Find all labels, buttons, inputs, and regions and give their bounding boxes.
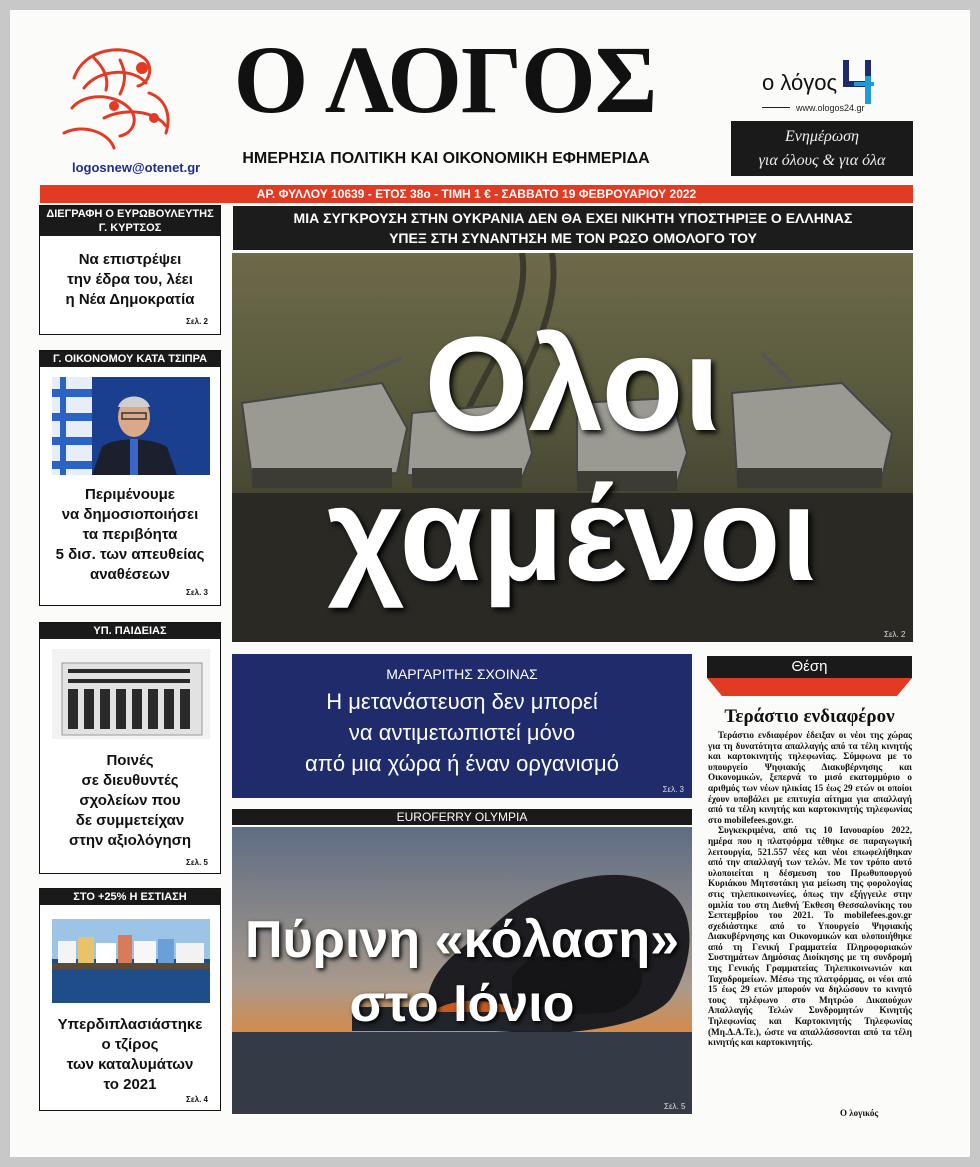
sidebar-kicker: ΥΠ. ΠΑΙΔΕΙΑΣ — [40, 623, 220, 639]
logos24-four-logo — [840, 56, 878, 106]
page-reference: Σελ. 2 — [884, 630, 906, 639]
page-reference: Σελ. 5 — [664, 1102, 686, 1111]
sidebar-line: Υπερδιπλασιάστηκε — [57, 1016, 203, 1033]
ministry-building-photo — [52, 649, 210, 739]
page-reference: Σελ. 2 — [186, 317, 208, 326]
ferry-headline-line-2: στο Ιόνιο — [349, 975, 575, 1033]
sidebar-story-tourism[interactable] — [39, 888, 221, 1111]
politician-photo — [52, 377, 210, 475]
ferry-kicker: EUROFERRY OLYMPIA — [232, 809, 692, 825]
sidebar-kicker: Γ. ΟΙΚΟΝΟΜΟΥ ΚΑΤΑ ΤΣΙΠΡΑ — [40, 351, 220, 367]
logos24-url: www.ologos24.gr — [796, 103, 865, 113]
lead-headline-line-2: χαμένοι — [327, 460, 818, 609]
ferry-headline — [232, 908, 692, 1036]
sidebar-line: δε συμμετείχαν — [75, 812, 185, 829]
sidebar-line: αναθέσεων — [89, 566, 171, 583]
sidebar-line: την έδρα του, λέει — [67, 271, 193, 288]
lead-headline — [232, 310, 913, 610]
logos24-underline — [762, 107, 790, 108]
column-paragraph: Τεράστιο ενδιαφέρον έδειξαν οι νέοι της χώρας για τη δυνατότητα απαλλαγής από τα τέλη κινητής και καρτοκινητής τηλεφωνίας. Σύμφωνα με το υπουργείο Ψηφιακής Διακυβέρνησης και Οικονομικών, ξεπερνά το μισό εκατομμύριο ο αριθμός των νέων ηλικίας 15 έως 29 ετών οι οποίοι έχουν υποβάλει με επιτυχία αίτημα για απαλλαγή από τα τέλη κινητής και καρτοκινητής τηλεφωνίας στο mobilefees.gov.gr. — [708, 730, 912, 825]
sidebar-story-oikonomou[interactable] — [39, 350, 221, 606]
lead-kicker-line-1: ΜΙΑ ΣΥΓΚΡΟΥΣΗ ΣΤΗΝ ΟΥΚΡΑΝΙΑ ΔΕΝ ΘΑ ΕΧΕΙ ΝΙΚΗΤΗ ΥΠΟΣΤΗΡΙΞΕ Ο ΕΛΛΗΝΑΣ — [293, 210, 853, 226]
column-red-banner — [707, 678, 912, 696]
column-section-header: Θέση — [707, 656, 912, 678]
column-title: Τεράστιο ενδιαφέρον — [724, 706, 895, 727]
sidebar-line: στην αξιολόγηση — [68, 832, 192, 849]
lead-kicker-line-2: ΥΠΕΞ ΣΤΗ ΣΥΝΑΝΤΗΣΗ ΜΕ ΤΟΝ ΡΩΣΟ ΟΜΟΛΟΓΟ ΤΟΥ — [389, 230, 757, 246]
island-town-photo — [52, 919, 210, 1003]
column-paragraph: Συγκεκριμένα, από τις 10 Ιανουαρίου 2022, ημέρα που η πλατφόρμα τέθηκε σε παραγωγική λειτουργία, 521.557 νέες και νέοι επωφελήθηκαν από την απαλλαγή των τελών. Με τον τρόπο αυτό υλοποιείται η δέσμευση του Πρωθυπουργού Κυριάκου Μητσοτάκη για μείωση της φορολογίας στις τηλεπικοινωνίες, όπως την εξήγγειλε στην ομιλία του στη Διεθνή Έκθεση Θεσσαλονίκης του Σεπτεμβρίου του 2021. Το mobilefees.gov.gr σχεδιάστηκε από το Υπουργείο Ψηφιακής Διακυβέρνησης και Οικονομικών και υλοποιήθηκε από τη Γενική Γραμματεία Πληροφοριακών Συστημάτων Δημόσιας Διοίκησης με τη συνδρομή της Γενικής Γραμματείας Τηλεπικοινωνιών και Ταχυδρομείων. Μέσω της πλατφόρμας, οι νέοι από 15 έως 29 ετών μπορούν να δηλώσουν το κινητό τους τηλέφωνο στο Μητρώο Δικαιούχων Απαλλαγής Τελών Συνδρομητών Κινητής Τηλεφωνίας και Καρτοκινητής Τηλεφωνίας (Μη.Δ.Α.Τε.), ώστε να απαλλάσσονται από τα τέλη κινητής και καρτοκινητής. — [708, 825, 912, 1048]
lead-headline-line-1: Ολοι — [424, 310, 721, 459]
sidebar-line: Να επιστρέψει — [78, 251, 182, 268]
sidebar-line: ο τζίρος — [101, 1036, 159, 1053]
page-reference: Σελ. 3 — [186, 588, 208, 597]
page-reference: Σελ. 5 — [186, 858, 208, 867]
sidebar-story-education[interactable] — [39, 622, 221, 874]
sidebar-story-kyrtsos[interactable] — [39, 205, 221, 335]
masthead-subtitle: ΗΜΕΡΗΣΙΑ ΠΟΛΙΤΙΚΗ ΚΑΙ ΟΙΚΟΝΟΜΙΚΗ ΕΦΗΜΕΡΙΔΑ — [242, 150, 650, 167]
schinas-kicker: ΜΑΡΓΑΡΙΤΗΣ ΣΧΟΙΝΑΣ — [386, 666, 538, 682]
sidebar-line: σχολείων που — [79, 792, 181, 809]
issue-info-bar: ΑΡ. ΦΥΛΛΟΥ 10639 - ΕΤΟΣ 38ο - ΤΙΜΗ 1 € - ΣΑΒΒΑΤΟ 19 ΦΕΒΡΟΥΑΡΙΟΥ 2022 — [40, 185, 913, 203]
schinas-line: να αντιμετωπιστεί μόνο — [348, 720, 576, 745]
lead-story-kicker — [233, 206, 913, 250]
schinas-line: Η μετανάστευση δεν μπορεί — [326, 689, 598, 714]
sidebar-kicker: ΔΙΕΓΡΑΦΗ Ο ΕΥΡΩΒΟΥΛΕΥΤΗΣ Γ. ΚΥΡΤΣΟΣ — [40, 206, 220, 236]
column-signature: Ο λογικός — [840, 1108, 879, 1118]
column-body — [708, 730, 912, 1048]
sidebar-line: να δημοσιοποιήσει — [61, 506, 199, 523]
tagline-box — [731, 121, 913, 176]
ferry-headline-line-1: Πύρινη «κόλαση» — [244, 911, 680, 969]
sidebar-line: 5 δισ. των απευθείας — [55, 546, 205, 563]
sidebar-line: η Νέα Δημοκρατία — [65, 291, 195, 308]
sidebar-line: Περιμένουμε — [85, 486, 175, 503]
sidebar-line: το 2021 — [103, 1076, 157, 1093]
page-reference: Σελ. 3 — [662, 785, 684, 794]
logos-emblem-logo — [54, 38, 182, 153]
page-reference: Σελ. 4 — [186, 1095, 208, 1104]
schinas-story-box[interactable] — [232, 654, 692, 798]
logos24-name: ο λόγος — [762, 70, 838, 95]
tagline-line-2: για όλους & για όλα — [758, 152, 886, 169]
sidebar-line: σε διευθυντές — [81, 772, 179, 789]
tagline-line-1: Ενημέρωση — [785, 128, 859, 145]
sidebar-line: τα περιβόητα — [82, 526, 178, 543]
sidebar-line: των καταλυμάτων — [66, 1056, 194, 1073]
schinas-line: από μια χώρα ή έναν οργανισμό — [305, 751, 619, 776]
sidebar-line: Ποινές — [106, 752, 154, 769]
email-address: logosnew@otenet.gr — [72, 160, 201, 175]
masthead-title: Ο ΛΟΓΟΣ — [233, 26, 657, 133]
sidebar-kicker: ΣΤΟ +25% Η ΕΣΤΙΑΣΗ — [40, 889, 220, 905]
